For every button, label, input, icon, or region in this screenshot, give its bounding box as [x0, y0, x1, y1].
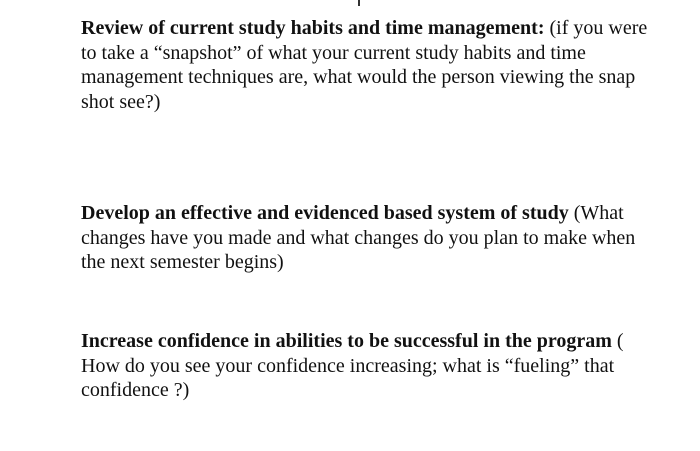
section-heading: Develop an effective and evidenced based system of study — [81, 202, 569, 224]
top-tick-mark — [358, 0, 360, 6]
section-prompt: ( How do you see your confidence increasing; what is “fueling” that confidence ?) — [81, 330, 624, 401]
section-confidence — [81, 329, 661, 403]
section-study-habits — [81, 16, 661, 114]
section-heading: Increase confidence in abilities to be successful in the program — [81, 330, 612, 352]
section-heading: Review of current study habits and time management: — [81, 17, 545, 39]
section-prompt: (if you were to take a “snapshot” of what your current study habits and time management techniques are, what would the person viewing the snap shot see?) — [81, 17, 648, 113]
section-study-system — [81, 201, 661, 275]
section-prompt: (What changes have you made and what changes do you plan to make when the next semester begins) — [81, 202, 636, 273]
